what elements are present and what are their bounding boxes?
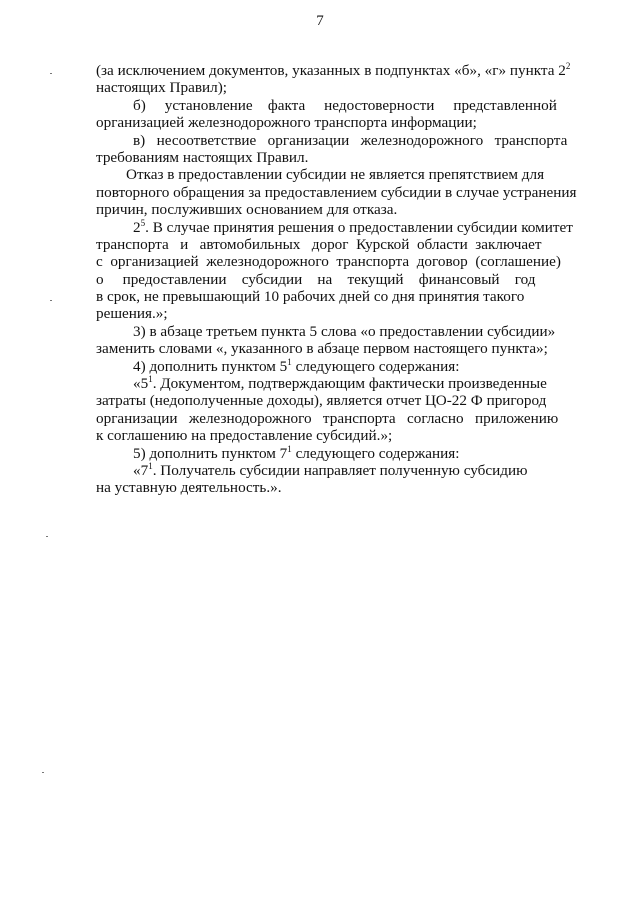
margin-mark (46, 536, 48, 537)
text-line: $2^5$. В случае принятия решения о предоставлении субсидии комитет (133, 217, 573, 236)
text-line: в) несоответствие организации железнодорожного транспорта (133, 131, 568, 149)
text-line: организацией железнодорожного транспорта информации; (96, 114, 477, 132)
text-line: Отказ в предоставлении субсидии не является препятствием для (126, 166, 545, 184)
text-line: к соглашению на предоставление субсидий.»; (96, 427, 393, 445)
text-line: в срок, не превышающий 10 рабочих дней со дня принятия такого (96, 288, 525, 306)
text-line: (за исключением документов, указанных в подпунктах «б», «г» пункта $2^2$ (96, 61, 571, 79)
text-line: затраты (недополученные доходы), является отчет ЦО-22 Ф пригород (96, 392, 547, 410)
text-line: с организацией железнодорожного транспорта договор (соглашение) (96, 253, 561, 271)
text-line: требованиям настоящих Правил. (96, 148, 309, 166)
margin-mark (50, 73, 52, 74)
text-line: 4) дополнить пунктом $5^1$ следующего содержания: (133, 356, 460, 375)
text-line: организации железнодорожного транспорта согласно приложению (96, 409, 559, 427)
text-line: заменить словами «, указанного в абзаце первом настоящего пункта»; (96, 340, 548, 358)
margin-mark (42, 772, 44, 773)
text-line: повторного обращения за предоставлением субсидии в случае устранения (96, 183, 577, 201)
document-body (96, 62, 582, 497)
margin-mark (50, 300, 52, 301)
text-line: решения.»; (96, 305, 168, 323)
text-line: 3) в абзаце третьем пункта 5 слова «о предоставлении субсидии» (133, 322, 556, 340)
text-line: 5) дополнить пунктом $7^1$ следующего содержания: (133, 443, 460, 462)
page-number: 7 (316, 13, 324, 29)
text-line: на уставную деятельность.». (96, 479, 282, 497)
text-line: причин, послуживших основанием для отказа. (96, 201, 398, 219)
text-line: «$5^1$. Документом, подтверждающим фактически произведенные (133, 374, 547, 393)
text-line: настоящих Правил); (96, 79, 228, 97)
text-line: «$7^1$. Получатель субсидии направляет полученную субсидию (133, 460, 528, 479)
text-line: о предоставлении субсидии на текущий финансовый год (96, 270, 536, 288)
text-line: б) установление факта недостоверности представленной (133, 96, 557, 114)
text-line: транспорта и автомобильных дорог Курской области заключает (96, 235, 542, 253)
